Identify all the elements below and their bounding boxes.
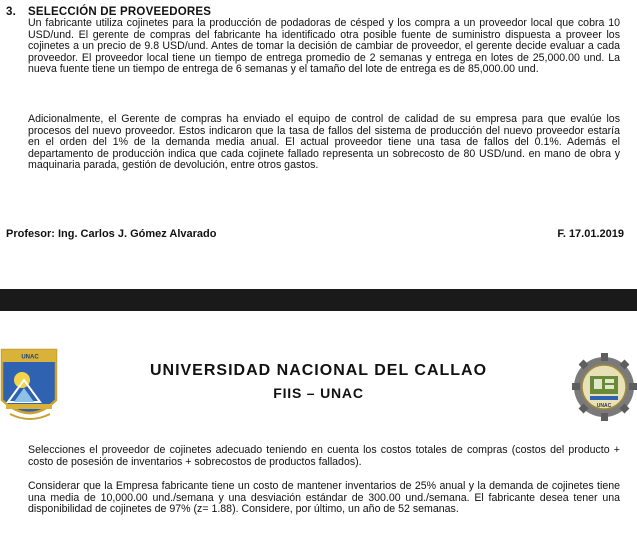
footer-date: F. 17.01.2019	[557, 228, 624, 240]
paragraph-assumptions: Considerar que la Empresa fabricante tiene un costo de mantener inventarios de 25% anual y la demanda de cojinetes tiene una media de 10,000.00 und./semana y una desviación estándar de 300.00 und./semana. El fabricante desea tener una disponibilidad de cojinetes de 97% (z= 1.88). Considere, por último, un año de 52 semanas.	[28, 480, 620, 516]
section-number: 3.	[6, 6, 16, 18]
page-footer	[6, 228, 624, 240]
professor-name: Profesor: Ing. Carlos J. Gómez Alvarado	[6, 228, 217, 240]
paragraph-problem-statement: Un fabricante utiliza cojinetes para la producción de podadoras de césped y los compra a un proveedor local que cobra 10 USD/und. El gerente de compras del fabricante ha identificado otra posible fuente de suministro dispuesta a proveer los cojinetes a un precio de 9.8 USD/und. Antes de tomar la decisión de cambiar de proveedor, el gerente decide evaluar a cada proveedor. El proveedor local tiene un tiempo de entrega promedio de 2 semanas y entrega en lotes de 25,000.00 und. La nueva fuente tiene un tiempo de entrega de 6 semanas y el tamaño del lote de entrega es de 85,000.00 und.	[28, 17, 620, 76]
fiis-gear-emblem-icon	[572, 352, 637, 422]
paragraph-quality-evaluation: Adicionalmente, el Gerente de compras ha enviado el equipo de control de calidad de su empresa para que evalúe los procesos del nuevo proveedor. Estos indicaron que la tasa de fallos del sistema de producción del nuevo proveedor estaría en el orden del 1% de la demanda media anual. El actual proveedor tiene una tasa de fallos del 0.1%. Además el departamento de producción indica que cada cojinete fallado representa un sobrecosto de 80 USD/und. en mano de obra y maquinaria parada, gestión de devolución, entre otros gastos.	[28, 113, 620, 172]
faculty-name: FIIS – UNAC	[273, 385, 364, 401]
section-title: SELECCIÓN DE PROVEEDORES	[28, 6, 212, 18]
svg-text:UNAC: UNAC	[21, 354, 39, 361]
page-separator-band	[0, 289, 637, 311]
university-name: UNIVERSIDAD NACIONAL DEL CALLAO	[149, 362, 488, 379]
svg-text:UNAC: UNAC	[596, 403, 612, 409]
paragraph-task: Selecciones el proveedor de cojinetes adecuado teniendo en cuenta los costos totales de compras (costos del producto + costo de posesión de inventarios + sobrecostos de productos fallados).	[28, 444, 620, 468]
